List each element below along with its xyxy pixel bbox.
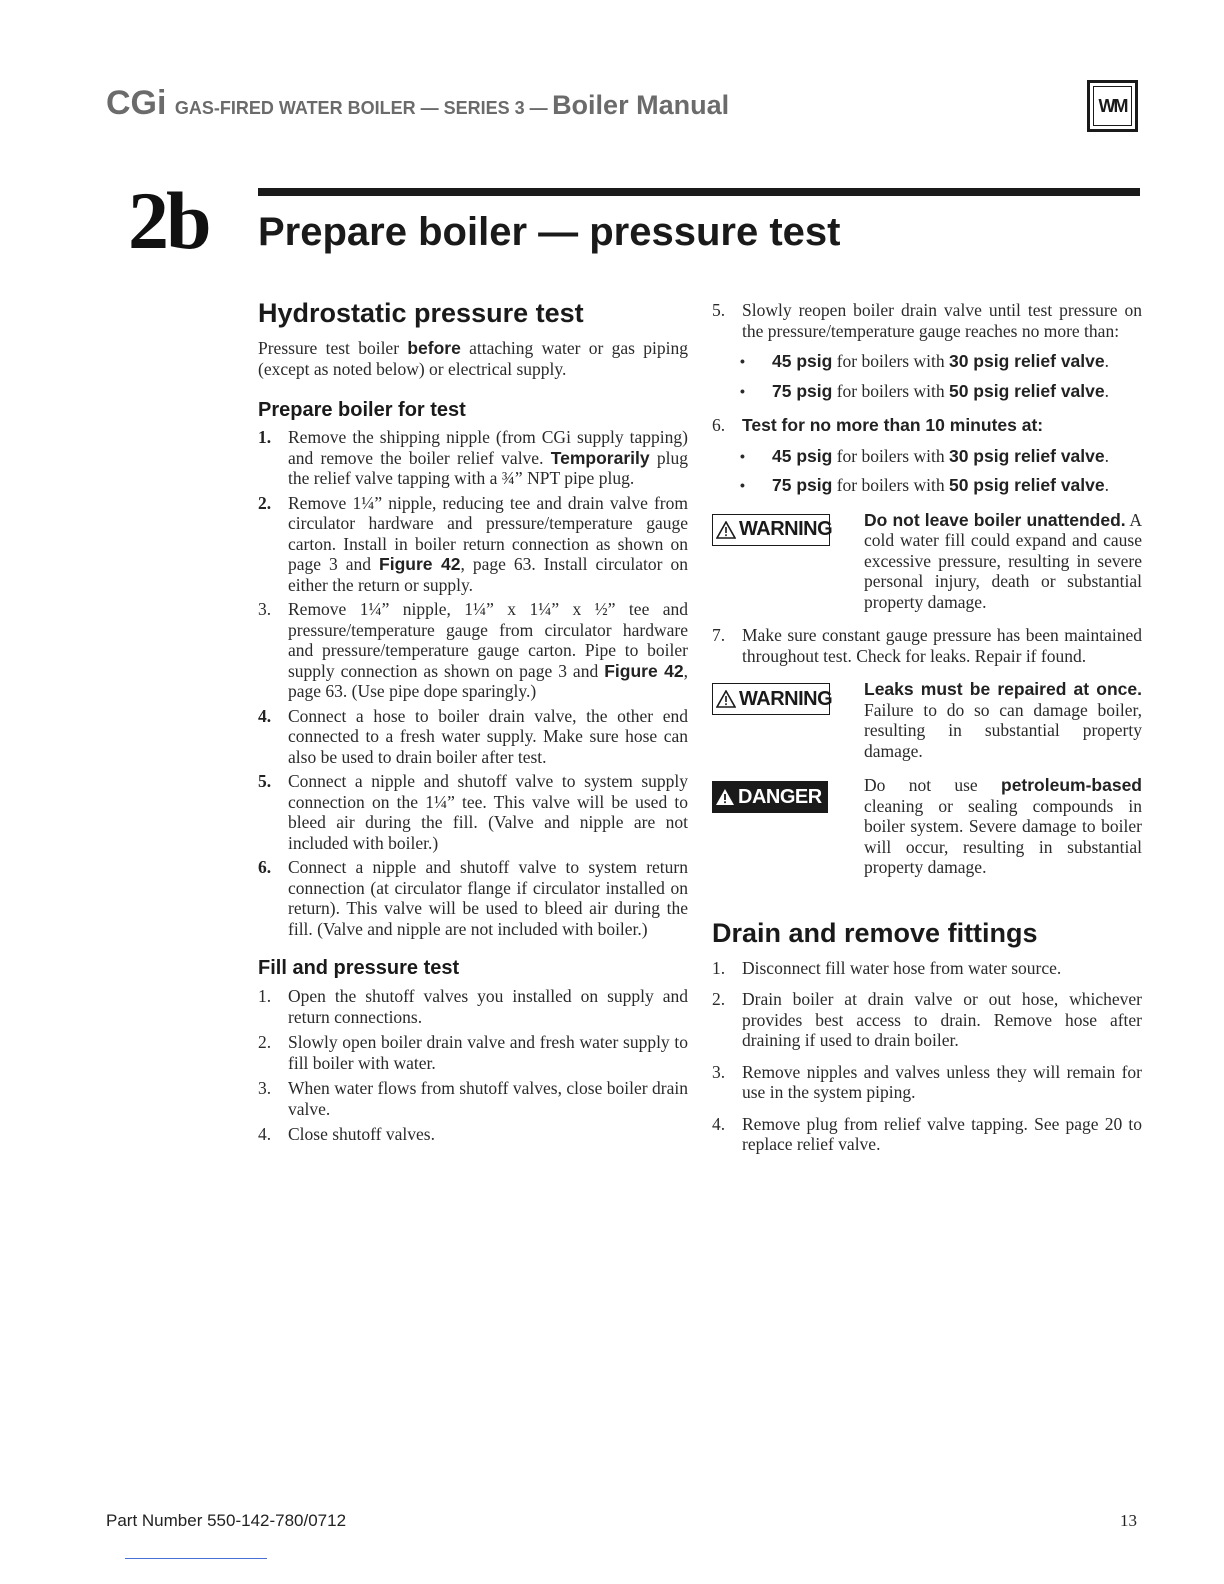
step-text-a: Remove the shipping nipple (from CGi supply tapping) and remove the boiler relief valve.: [288, 427, 688, 468]
warning-badge: [712, 683, 833, 715]
fill-step-1: [258, 986, 688, 1027]
header-manual-title: Boiler Manual: [552, 90, 730, 120]
bullet-text: [772, 475, 1142, 496]
bullet-text: [772, 446, 1142, 467]
drain-step-4: [712, 1114, 1142, 1155]
prepare-step-5: [258, 771, 688, 853]
step-number: 2.: [258, 492, 272, 513]
psig-value: 45 psig: [772, 351, 833, 371]
section-number: 2b: [128, 175, 209, 266]
step-text: Drain boiler at drain valve or out hose, whichever provides best access to drain. Remove hose after draining if used to drain boiler.: [742, 989, 1142, 1050]
step-text: Close shutoff valves.: [288, 1124, 435, 1144]
danger-text: [864, 775, 1142, 878]
footer-part-number: Part Number 550-142-780/0712: [106, 1511, 347, 1530]
test-step-6: [712, 415, 1142, 436]
bullet-end: .: [1104, 475, 1109, 495]
step-number: 1.: [258, 427, 272, 447]
step-text-c: plug the relief valve tapping with a ¾” NPT pipe plug.: [288, 447, 688, 488]
relief-valve-rating: 50 psig relief valve: [948, 380, 1105, 401]
step-text-bold: Figure 42: [604, 660, 684, 681]
step-text: Connect a hose to boiler drain valve, the other end connected to a fresh water supply. Make sure hose can also be used to drain boiler after test.: [288, 705, 688, 767]
footer-page-number: 13: [1120, 1511, 1137, 1530]
step-text: [288, 493, 688, 596]
intro-paragraph: [258, 338, 688, 379]
step-text: [288, 427, 688, 489]
danger-text-c: cleaning or sealing compounds in boiler system. Severe damage to boiler will occur, resulting in substantial property damage.: [864, 795, 1142, 877]
step-text-a: Remove 1¼” nipple, reducing tee and drain valve from circulator hardware and pressure/temperature gauge carton. Install in boiler return connection as shown on page 3 and: [288, 492, 688, 574]
danger-bold: petroleum-based: [1001, 775, 1142, 795]
step-number: 5.: [258, 771, 272, 791]
drain-step-2: [712, 989, 1142, 1051]
intro-text-c: attaching water or gas piping (except as noted below) or electrical supply.: [258, 338, 688, 379]
warning-triangle-icon: [716, 690, 736, 708]
bullet-icon: •: [740, 477, 745, 493]
step5-bullet-1: [712, 351, 1142, 372]
step6-bullet-1: [712, 446, 1142, 467]
prepare-step-2: [258, 493, 688, 596]
step-text-c: , page 63. Install circulator on either the return or supply.: [288, 554, 688, 595]
step-text: Remove nipples and valves unless they will remain for use in the system piping.: [742, 1061, 1142, 1102]
step-text: Test for no more than 10 minutes at:: [742, 415, 1044, 435]
danger-text-a: Do not use: [864, 775, 1001, 795]
step-number: 4.: [258, 1124, 272, 1144]
step-text-bold: Figure 42: [379, 554, 461, 574]
bullet-text: [772, 381, 1142, 402]
bullet-icon: •: [740, 353, 745, 369]
bullet-icon: •: [740, 382, 745, 399]
relief-valve-rating: 30 psig relief valve: [948, 445, 1105, 466]
running-header: [106, 84, 876, 128]
step-number: 3.: [712, 1061, 726, 1082]
psig-value: 45 psig: [772, 445, 833, 466]
psig-value: 75 psig: [772, 380, 833, 401]
step-text: Open the shutoff valves you installed on supply and return connections.: [288, 986, 688, 1027]
step-text: Slowly open boiler drain valve and fresh water supply to fill boiler with water.: [288, 1032, 688, 1073]
step-text-a: Remove 1¼” nipple, 1¼” x 1¼” x ½” tee and pressure/temperature gauge from circulator hardware and pressure/temperature gauge carton. Pipe to boiler supply connection as shown on page 3 and: [288, 599, 688, 681]
relief-valve-rating: 30 psig relief valve: [948, 351, 1105, 371]
prepare-step-6: [258, 857, 688, 939]
danger-petroleum: [712, 775, 1142, 878]
test-step-5: [712, 300, 1142, 341]
warning-bold: Do not leave boiler unattended.: [864, 509, 1126, 530]
bullet-mid: for boilers with: [832, 445, 949, 466]
bullet-mid: for boilers with: [832, 475, 949, 495]
drain-list: [712, 958, 1142, 1155]
fill-step-2: [258, 1032, 688, 1073]
intro-text-bold: before: [407, 338, 461, 358]
step-text: Slowly reopen boiler drain valve until test pressure on the pressure/temperature gauge reaches no more than:: [742, 300, 1142, 341]
heading-fill-pressure-test: Fill and pressure test: [258, 957, 460, 979]
bullet-end: .: [1104, 380, 1109, 401]
bullet-mid: for boilers with: [832, 380, 949, 401]
step-number: 1.: [258, 986, 272, 1006]
step-text: [288, 599, 688, 702]
danger-triangle-icon: [715, 788, 735, 806]
intro-text-a: Pressure test boiler: [258, 338, 408, 358]
step-number: 3.: [258, 599, 272, 619]
heading-prepare-boiler: Prepare boiler for test: [258, 399, 466, 421]
warning-label: WARNING: [739, 518, 833, 540]
warning-badge-cell: [712, 510, 864, 613]
test-step-7: [712, 625, 1142, 666]
header-brand: CGi: [106, 84, 167, 122]
bullet-mid: for boilers with: [832, 351, 949, 371]
step-number: 2.: [712, 989, 726, 1009]
step-text: Make sure constant gauge pressure has been maintained throughout test. Check for leaks. Repair if found.: [742, 625, 1142, 666]
psig-value: 75 psig: [772, 475, 833, 495]
warning-text: [864, 679, 1142, 761]
danger-label: DANGER: [738, 785, 822, 808]
step-text: When water flows from shutoff valves, close boiler drain valve.: [288, 1078, 688, 1119]
step-text: Disconnect fill water hose from water source.: [742, 957, 1062, 978]
step-number: 6.: [712, 415, 726, 435]
warning-leaks: [712, 679, 1142, 761]
relief-valve-rating: 50 psig relief valve: [948, 475, 1105, 495]
fill-list: [258, 986, 688, 1145]
step-number: 4.: [712, 1113, 726, 1134]
section-title: Prepare boiler — pressure test: [258, 210, 841, 254]
company-logo-mark: WM: [1093, 86, 1132, 126]
bullet-end: .: [1104, 351, 1109, 371]
warning-triangle-icon: [716, 521, 736, 539]
prepare-list: [258, 427, 688, 939]
step-text-bold: Temporarily: [550, 447, 650, 468]
left-column: [258, 296, 688, 1145]
step-number: 3.: [258, 1078, 272, 1098]
step-text: Remove plug from relief valve tapping. See page 20 to replace relief valve.: [742, 1113, 1142, 1154]
step-text: Connect a nipple and shutoff valve to system supply connection on the 1¼” tee. This valve will be used to bleed air during the fill. (Valve and nipple are not included with boiler.): [288, 771, 688, 853]
step-number: 4.: [258, 705, 272, 726]
warning-bold: Leaks must be repaired at once.: [864, 679, 1142, 699]
prepare-step-4: [258, 706, 688, 768]
step-number: 1.: [712, 957, 726, 978]
warning-badge-cell: [712, 679, 864, 761]
danger-badge-cell: [712, 775, 864, 878]
danger-badge: [712, 781, 828, 813]
warning-badge: [712, 514, 833, 546]
fill-step-3: [258, 1078, 688, 1119]
footer-underline: [125, 1558, 267, 1559]
prepare-step-3: [258, 599, 688, 702]
step-number: 7.: [712, 625, 726, 645]
warning-text: [864, 510, 1142, 613]
bullet-text: [772, 351, 1142, 372]
step-number: 6.: [258, 857, 272, 877]
warning-unattended: [712, 510, 1142, 613]
step-number: 5.: [712, 300, 726, 320]
step5-bullet-2: [712, 381, 1142, 402]
header-subtitle: GAS-FIRED WATER BOILER — SERIES 3 —: [174, 98, 548, 118]
right-column: [712, 296, 1142, 1155]
step-text-c: , page 63. (Use pipe dope sparingly.): [288, 660, 688, 701]
prepare-step-1: [258, 427, 688, 489]
heading-drain-fittings: Drain and remove fittings: [712, 917, 1038, 948]
step-number: 2.: [258, 1032, 272, 1052]
warning-label: WARNING: [739, 687, 833, 710]
heading-hydrostatic-test: Hydrostatic pressure test: [258, 298, 584, 328]
fill-step-4: [258, 1124, 688, 1145]
bullet-icon: •: [740, 447, 745, 464]
bullet-end: .: [1104, 445, 1109, 466]
warning-body: A cold water fill could expand and cause excessive pressure, resulting in severe personal injury, death or substantial property damage.: [864, 509, 1142, 612]
drain-step-3: [712, 1062, 1142, 1103]
section-rule: [258, 188, 1140, 196]
step6-bullet-2: [712, 475, 1142, 496]
company-logo: [1087, 80, 1138, 132]
drain-step-1: [712, 958, 1142, 979]
step-text: Connect a nipple and shutoff valve to system return connection (at circulator flange if circulator installed on return). This valve will be used to bleed air during the fill. (Valve and nipple are not included with boiler.): [288, 857, 688, 939]
warning-body: Failure to do so can damage boiler, resulting in substantial property damage.: [864, 699, 1142, 761]
